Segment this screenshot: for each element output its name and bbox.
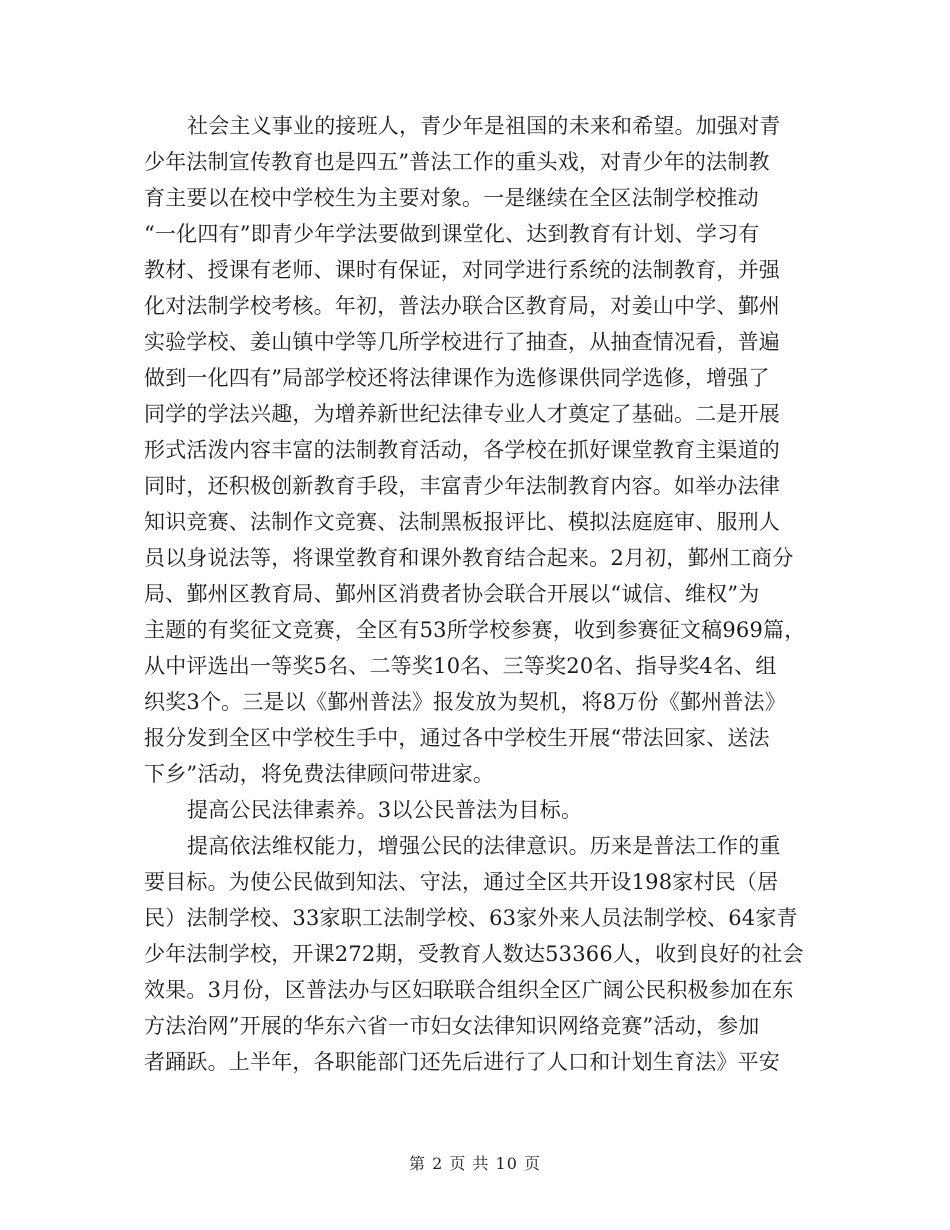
document-body [144,108,810,1080]
text-line: 少年法制学校，开课272期，受教育人数达53366人，收到良好的社会 [144,942,804,966]
text-line: 下乡”活动，将免费法律顾问带进家。 [144,762,495,786]
text-line: 少年法制宣传教育也是四五”普法工作的重头戏，对青少年的法制教 [144,150,770,174]
text-line: 局、鄞州区教育局、鄞州区消费者协会联合开展以“诚信、维权”为 [144,582,760,606]
text-line: 主题的有奖征文竞赛，全区有53所学校参赛，收到参赛征文稿969篇， [144,618,806,642]
text-line: 社会主义事业的接班人，青少年是祖国的未来和希望。加强对青 [187,114,781,138]
text-line: 方法治网”开展的华东六省一市妇女法律知识网络竞赛”活动，参加 [144,1014,760,1038]
text-line: 同学的学法兴趣，为增养新世纪法律专业人才奠定了基础。二是开展 [144,402,780,426]
text-line: 提高依法维权能力，增强公民的法律意识。历来是普法工作的重 [187,834,781,858]
text-line: 做到一化四有”局部学校还将法律课作为选修课供同学选修，增强了 [144,366,770,390]
text-line: 从中评选出一等奖5名、二等奖10名、三等奖20名、指导奖4名、组 [144,654,777,678]
page-footer [0,1152,950,1176]
text-line: 员以身说法等，将课堂教育和课外教育结合起来。2月初，鄞州工商分 [144,546,794,570]
page-number: 第 2 页 共 10 页 [409,1154,541,1173]
text-line: 教材、授课有老师、课时有保证，对同学进行系统的法制教育，并强 [144,258,780,282]
text-line: 知识竞赛、法制作文竞赛、法制黑板报评比、模拟法庭庭审、服刑人 [144,510,780,534]
text-line: 形式活泼内容丰富的法制教育活动，各学校在抓好课堂教育主渠道的 [144,438,780,462]
text-line: 育主要以在校中学校生为主要对象。一是继续在全区法制学校推动 [144,186,759,210]
text-line: “一化四有”即青少年学法要做到课堂化、达到教育有计划、学习有 [144,222,760,246]
text-line: 提高公民法律素养。3以公民普法为目标。 [187,798,583,822]
text-line: 者踊跃。上半年，各职能部门还先后进行了人口和计划生育法》平安 [144,1050,780,1074]
text-line: 化对法制学校考核。年初，普法办联合区教育局，对姜山中学、鄞州 [144,294,780,318]
text-line: 要目标。为使公民做到知法、守法，通过全区共开设198家村民（居 [144,870,779,894]
text-line: 同时，还积极创新教育手段，丰富青少年法制教育内容。如举办法律 [144,474,780,498]
text-line: 民）法制学校、33家职工法制学校、63家外来人员法制学校、64家青 [144,906,798,930]
text-line: 效果。3月份，区普法办与区妇联联合组织全区广阔公民积极参加在东 [144,978,794,1002]
text-line: 报分发到全区中学校生手中，通过各中学校生开展“带法回家、送法 [144,726,770,750]
text-line: 实验学校、姜山镇中学等几所学校进行了抽查，从抽查情况看，普遍 [144,330,780,354]
text-line: 织奖3个。三是以《鄞州普法》报发放为契机，将8万份《鄞州普法》 [144,690,786,714]
